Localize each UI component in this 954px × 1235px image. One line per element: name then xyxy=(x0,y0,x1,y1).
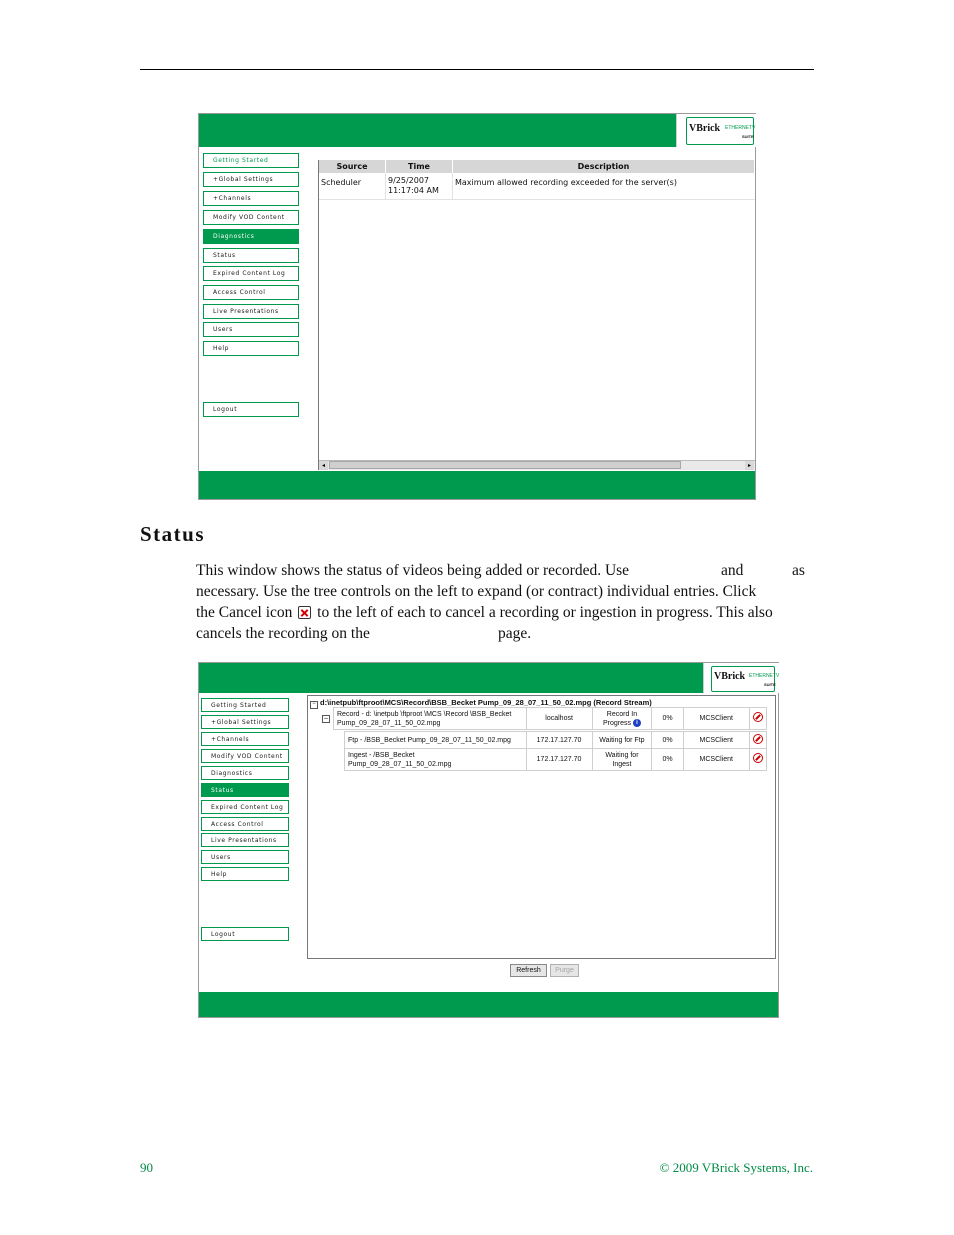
table-row xyxy=(345,749,767,771)
nav-status[interactable]: Status xyxy=(201,783,289,797)
cell-percent: 0% xyxy=(652,749,683,771)
nav-help[interactable]: Help xyxy=(201,867,289,881)
cancel-icon[interactable] xyxy=(753,712,763,722)
page-number: 90 xyxy=(140,1160,153,1175)
nav-modify-vod-content[interactable]: Modify VOD Content xyxy=(201,749,289,763)
cell-status: Record In Progress i xyxy=(592,708,652,730)
logo-brand: VBrick xyxy=(689,123,721,134)
nav-channels[interactable]: +Channels xyxy=(201,732,289,746)
cell-item: Ingest - /BSB_Becket Pump_09_28_07_11_50_02.mpg xyxy=(345,749,527,771)
bottom-banner xyxy=(199,471,755,499)
cell-client: MCSClient xyxy=(683,732,749,749)
cell-client: MCSClient xyxy=(683,708,749,730)
scroll-right-arrow[interactable]: ▸ xyxy=(745,461,754,470)
tree-root[interactable]: − d:\inetpub\ftproot\MCS\Record\BSB_Becket Pump_09_28_07_11_50_02.mpg (Record Stream) xyxy=(310,698,652,709)
nav-expired-content-log[interactable]: Expired Content Log xyxy=(201,800,289,814)
section-heading: Status xyxy=(140,522,206,546)
cell-description: Maximum allowed recording exceeded for the server(s) xyxy=(453,173,755,200)
col-time[interactable]: Time xyxy=(386,160,453,173)
cell-cancel xyxy=(749,749,766,771)
nav-live-presentations[interactable]: Live Presentations xyxy=(201,833,289,847)
status-panel xyxy=(307,695,776,959)
nav-access-control[interactable]: Access Control xyxy=(203,285,299,300)
cell-item: Record - d: \inetpub \ftproot \MCS \Record \BSB_Becket Pump_09_28_07_11_50_02.mpg xyxy=(334,708,527,730)
cell-host: 172.17.127.70 xyxy=(526,732,592,749)
cell-host: 172.17.127.70 xyxy=(526,749,592,771)
bottom-banner xyxy=(199,992,778,1017)
nav-status[interactable]: Status xyxy=(203,248,299,263)
cancel-icon xyxy=(298,606,311,619)
cell-client: MCSClient xyxy=(683,749,749,771)
nav-getting-started[interactable]: Getting Started xyxy=(203,153,299,168)
diagnostics-table xyxy=(319,160,755,200)
nav-global-settings[interactable]: +Global Settings xyxy=(201,715,289,729)
info-icon[interactable]: i xyxy=(633,719,641,727)
status-description: This window shows the status of videos being added or recorded. Use and as necessary. Use the tree controls on the left to expand (or contract) individual entries. Click the Cancel icon to the left of each to cancel a recording or ingestion in progress. This also cancels the recording on the page. xyxy=(196,562,805,642)
purge-button[interactable]: Purge xyxy=(550,964,579,977)
nav-global-settings[interactable]: +Global Settings xyxy=(203,172,299,187)
logo-product: ETHERNETV xyxy=(725,125,756,131)
status-child-table xyxy=(344,731,767,771)
nav-help[interactable]: Help xyxy=(203,341,299,356)
nav-channels[interactable]: +Channels xyxy=(203,191,299,206)
nav-live-presentations[interactable]: Live Presentations xyxy=(203,304,299,319)
nav-users[interactable]: Users xyxy=(201,850,289,864)
col-source[interactable]: Source xyxy=(319,160,386,173)
cancel-icon[interactable] xyxy=(753,753,763,763)
cell-status: Waiting for Ingest xyxy=(592,749,652,771)
scroll-thumb[interactable] xyxy=(329,461,681,469)
cancel-icon[interactable] xyxy=(753,734,763,744)
horizontal-scrollbar[interactable] xyxy=(319,460,755,470)
cell-source: Scheduler xyxy=(319,173,386,200)
nav-logout[interactable]: Logout xyxy=(201,927,289,941)
collapse-toggle-icon[interactable]: − xyxy=(323,715,329,722)
cell-status: Waiting for Ftp xyxy=(592,732,652,749)
logo-suite: SUITE xyxy=(742,134,754,139)
vbrick-logo xyxy=(676,114,756,147)
nav-logout[interactable]: Logout xyxy=(203,402,299,417)
header-rule xyxy=(140,69,814,70)
nav-users[interactable]: Users xyxy=(203,322,299,337)
nav-diagnostics[interactable]: Diagnostics xyxy=(203,229,299,244)
collapse-toggle-icon[interactable]: − xyxy=(310,701,318,709)
cell-percent: 0% xyxy=(652,732,683,749)
nav-modify-vod-content[interactable]: Modify VOD Content xyxy=(203,210,299,225)
cell-cancel xyxy=(749,732,766,749)
col-description[interactable]: Description xyxy=(453,160,755,173)
cell-host: localhost xyxy=(526,708,592,730)
scroll-left-arrow[interactable]: ◂ xyxy=(319,461,328,470)
nav-diagnostics[interactable]: Diagnostics xyxy=(201,766,289,780)
copyright: © 2009 VBrick Systems, Inc. xyxy=(659,1160,813,1175)
diagnostics-panel xyxy=(318,160,755,470)
vbrick-logo xyxy=(703,663,779,693)
top-banner xyxy=(199,663,703,693)
diagnostics-screenshot xyxy=(198,113,756,500)
logo-product: ETHERNETV xyxy=(749,673,780,679)
cell-time: 9/25/2007 11:17:04 AM xyxy=(386,173,453,200)
nav-access-control[interactable]: Access Control xyxy=(201,817,289,831)
table-row xyxy=(345,732,767,749)
logo-suite: SUITE xyxy=(764,682,776,687)
nav-expired-content-log[interactable]: Expired Content Log xyxy=(203,266,299,281)
table-row xyxy=(334,708,767,730)
status-table xyxy=(333,707,767,730)
logo-brand: VBrick xyxy=(714,671,746,682)
table-header xyxy=(319,160,755,173)
nav-getting-started[interactable]: Getting Started xyxy=(201,698,289,712)
table-row xyxy=(319,173,755,200)
refresh-button[interactable]: Refresh xyxy=(510,964,547,977)
cell-cancel xyxy=(749,708,766,730)
cell-percent: 0% xyxy=(652,708,683,730)
status-screenshot xyxy=(198,662,779,1018)
top-banner xyxy=(199,114,676,147)
cell-item: Ftp - /BSB_Becket Pump_09_28_07_11_50_02.mpg xyxy=(345,732,527,749)
